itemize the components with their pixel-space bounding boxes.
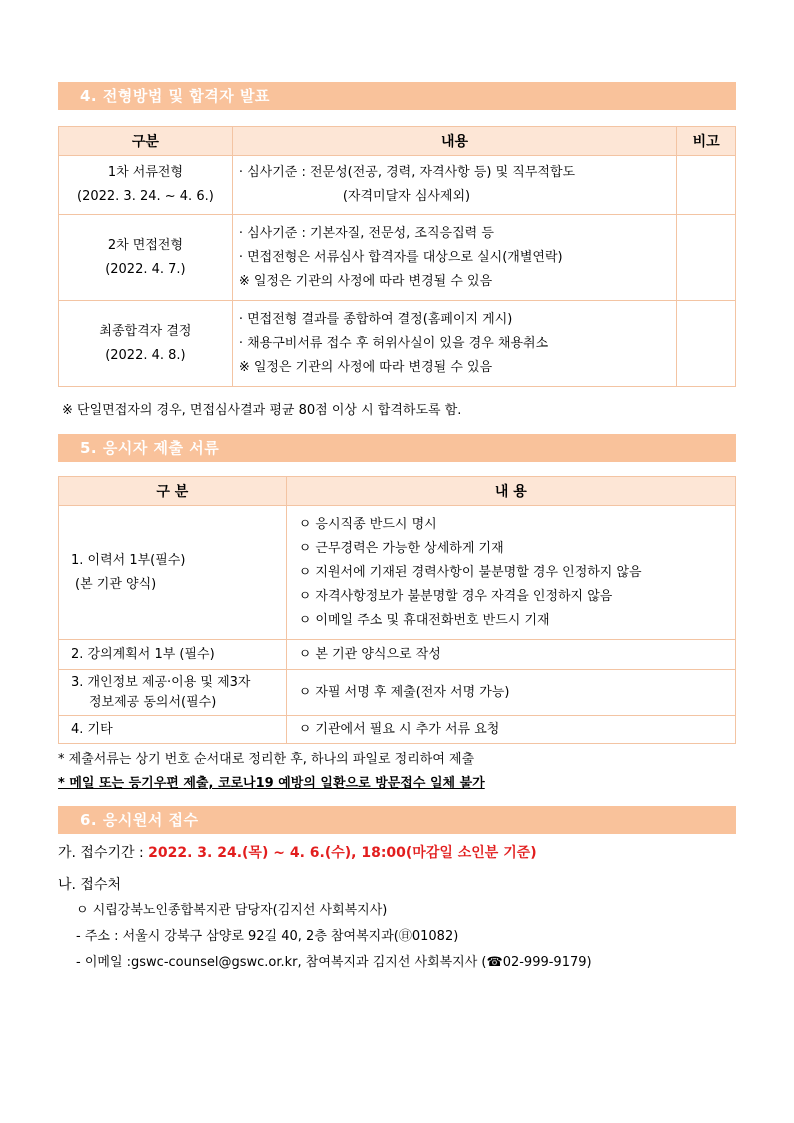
- period-label: 가. 접수기간 :: [58, 845, 149, 861]
- requirement-line: ㅇ 이메일 주소 및 휴대전화번호 반드시 기재: [298, 612, 550, 628]
- documents-table: [58, 476, 736, 744]
- criteria-line: ※ 일정은 기관의 사정에 따라 변경될 수 있음: [238, 273, 493, 289]
- criteria-line: · 면접전형은 서류심사 합격자를 대상으로 실시(개별연락): [238, 249, 563, 265]
- reception-period: [58, 840, 736, 866]
- table-row: [59, 716, 736, 744]
- section-5-notice: * 메일 또는 등기우편 제출, 코로나19 예방의 일환으로 방문접수 일체 불가: [58, 776, 485, 791]
- document-item: 1. 이력서 1부(필수): [71, 552, 186, 568]
- requirement-line: ㅇ 자필 서명 후 제출(전자 서명 가능): [298, 684, 510, 700]
- reception-email[interactable]: - 이메일 :gswc-counsel@gswc.or.kr, 참여복지과 김지선 사회복지사 (☎02-999-9179): [76, 955, 592, 970]
- stage-name: 최종합격자 결정: [99, 323, 192, 339]
- section-5-title: 5. 응시자 제출 서류: [58, 434, 736, 462]
- section-4-title: 4. 전형방법 및 합격자 발표: [58, 82, 736, 110]
- document-item: 정보제공 동의서(필수): [89, 694, 217, 710]
- remark-cell: [677, 215, 736, 301]
- header-category: 구 분: [59, 477, 287, 506]
- section-6-title: 6. 응시원서 접수: [58, 806, 736, 834]
- stage-date: (2022. 3. 24. ~ 4. 6.): [77, 189, 214, 204]
- section-5-note: * 제출서류는 상기 번호 순서대로 정리한 후, 하나의 파일로 정리하여 제출: [58, 752, 475, 767]
- table-row: [59, 301, 736, 387]
- header-category: 구분: [59, 127, 233, 156]
- criteria-line: (자격미달자 심사제외): [342, 189, 471, 204]
- requirement-line: ㅇ 기관에서 필요 시 추가 서류 요청: [298, 721, 500, 737]
- header-content: 내 용: [286, 477, 735, 506]
- stage-name: 2차 면접전형: [107, 237, 184, 253]
- criteria-line: ※ 일정은 기관의 사정에 따라 변경될 수 있음: [238, 359, 493, 375]
- period-value: 2022. 3. 24.(목) ~ 4. 6.(수), 18:00(마감일 소인분 기준): [148, 845, 537, 861]
- reception-contact: ㅇ 시립강북노인종합복지관 담당자(김지선 사회복지사): [76, 903, 388, 918]
- criteria-line: · 채용구비서류 접수 후 허위사실이 있을 경우 채용취소: [238, 335, 549, 351]
- table-row: [59, 506, 736, 640]
- document-item: (본 기관 양식): [75, 576, 157, 592]
- table-row: [59, 670, 736, 716]
- stage-date: (2022. 4. 7.): [105, 261, 186, 277]
- table-row: [59, 156, 736, 215]
- table-row: [59, 215, 736, 301]
- selection-table: [58, 126, 736, 387]
- header-remark: 비고: [677, 127, 736, 156]
- document-item: 2. 강의계획서 1부 (필수): [71, 646, 215, 662]
- reception-place-label: 나. 접수처: [58, 877, 121, 893]
- section-4-note: ※ 단일면접자의 경우, 면접심사결과 평균 80점 이상 시 합격하도록 함.: [62, 403, 462, 418]
- stage-date: (2022. 4. 8.): [105, 347, 186, 363]
- requirement-line: ㅇ 근무경력은 가능한 상세하게 기재: [298, 540, 504, 556]
- requirement-line: ㅇ 자격사항정보가 불분명할 경우 자격을 인정하지 않음: [298, 588, 613, 604]
- stage-name: 1차 서류전형: [107, 165, 184, 180]
- remark-cell: [677, 156, 736, 215]
- table-row: [59, 640, 736, 670]
- criteria-line: · 면접전형 결과를 종합하여 결정(홈페이지 게시): [238, 311, 513, 327]
- document-page: [58, 82, 736, 976]
- document-item: 3. 개인정보 제공·이용 및 제3자: [71, 674, 251, 690]
- reception-address: - 주소 : 서울시 강북구 삼양로 92길 40, 2층 참여복지과(㊐01082): [76, 929, 459, 944]
- criteria-line: · 심사기준 : 전문성(전공, 경력, 자격사항 등) 및 직무적합도: [238, 165, 576, 180]
- criteria-line: · 심사기준 : 기본자질, 전문성, 조직응집력 등: [238, 225, 494, 241]
- remark-cell: [677, 301, 736, 387]
- requirement-line: ㅇ 본 기관 양식으로 작성: [298, 646, 441, 662]
- header-content: 내용: [232, 127, 676, 156]
- requirement-line: ㅇ 지원서에 기재된 경력사항이 불분명할 경우 인정하지 않음: [298, 564, 642, 580]
- requirement-line: ㅇ 응시직종 반드시 명시: [298, 516, 437, 532]
- document-item: 4. 기타: [71, 721, 113, 737]
